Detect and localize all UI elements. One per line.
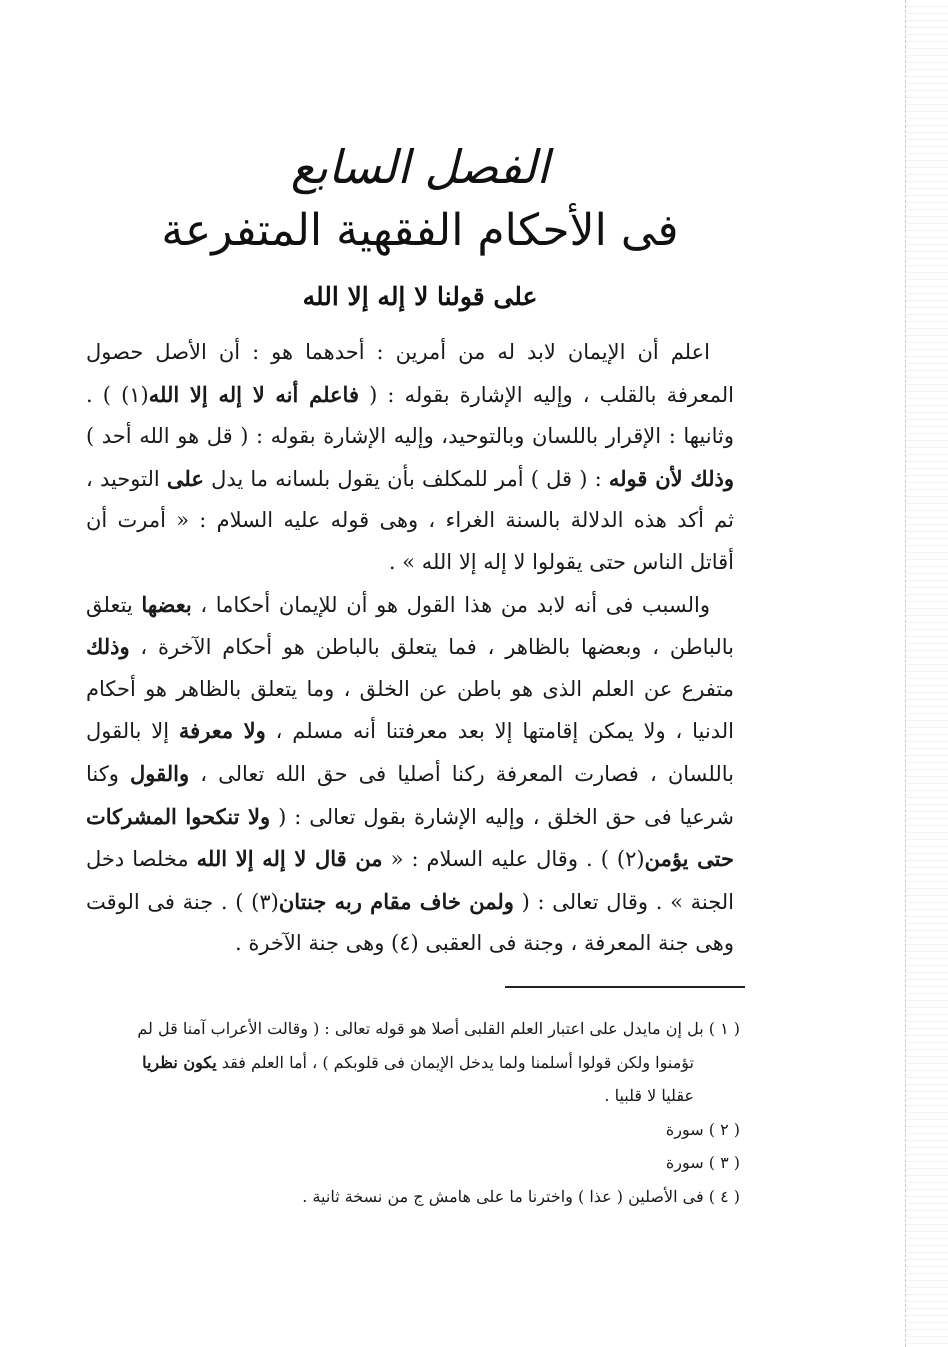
emphasized-text: بعضها	[141, 591, 192, 617]
emphasized-text: من قال لا إله إلا الله	[196, 846, 383, 872]
footnote-text: سورة	[665, 1119, 704, 1139]
footnote-emphasized-text: يكون نظريا	[142, 1052, 217, 1072]
footnote-line	[86, 1180, 740, 1214]
text-run: والسبب فى أنه لابد من هذا القول هو أن للإيمان أحكاما ،	[191, 592, 710, 617]
emphasized-text: ولا تنكحوا المشركات حتى يؤمن	[86, 803, 734, 872]
footnote-line	[86, 1079, 740, 1113]
footnote-text: تؤمنوا ولكن قولوا أسلمنا ولما يدخل الإيمان فى قلوبكم ) ، أما العلم فقد	[216, 1052, 694, 1072]
footnote-text: سورة	[665, 1153, 704, 1172]
footnotes	[86, 1012, 740, 1213]
footnote-line	[86, 1146, 740, 1180]
footnote-text: عقليا لا قلبيا .	[604, 1086, 694, 1105]
footnote-text: فى الأصلين ( عذا ) واخترنا ما على هامش ج من نسخة ثانية .	[302, 1186, 704, 1206]
emphasized-text: ولا معرفة	[178, 718, 266, 744]
text-run: (٢) ) . وقال عليه السلام : «	[382, 847, 645, 872]
footnote-line	[86, 1012, 740, 1046]
footnote-number: ( ٣ )	[703, 1153, 740, 1172]
text-run: مخلصا دخل الجنة » . وقال تعالى : (	[86, 847, 734, 914]
footnote-number: ( ٤ )	[703, 1186, 740, 1206]
chapter-title: فى الأحكام الفقهية المتفرعة	[161, 205, 679, 256]
emphasized-text: ولمن خاف مقام ربه جنتان	[278, 888, 514, 914]
paragraph	[86, 332, 734, 584]
text-run: إلا بالقول باللسان ، فصارت المعرفة ركنا أصليا فى حق الله تعالى ،	[86, 719, 734, 786]
emphasized-text: وذلك	[86, 634, 130, 660]
emphasized-text: وذلك لأن قوله	[608, 465, 735, 491]
emphasized-text: والقول	[130, 760, 190, 786]
paragraph	[86, 584, 734, 965]
emphasized-text: على	[166, 465, 204, 491]
footnote-number: ( ٢ )	[703, 1119, 740, 1139]
section-heading: على قولنا لا إله إلا الله	[302, 282, 538, 311]
text-run: اعلم أن الإيمان لابد له من أمرين : أحدهما هو : أن الأصل حصول المعرفة بالقلب ، وإليه الإشارة بقوله : (	[86, 340, 734, 407]
chapter-label: الفصل السابع	[290, 140, 550, 194]
text-run: متفرع عن العلم الذى هو باطن عن الخلق ، وما يتعلق بالظاهر هو أحكام الدنيا ، ولا يمكن إقامتها إلا بعد معرفتنا أنه مسلم ،	[86, 676, 734, 744]
text-run: (١) ) . وثانيها : الإقرار باللسان وبالتوحيد، وإليه الإشارة بقوله : ( قل هو الله أحد )	[86, 382, 734, 449]
footnote-line	[86, 1113, 740, 1147]
text-run: يتعلق بالباطن ، وبعضها بالظاهر ، فما يتعلق بالباطن هو أحكام الآخرة ،	[86, 592, 734, 660]
footnote-line	[86, 1046, 740, 1080]
footnote-text: بل إن مايدل على اعتبار العلم القلبى أصلا هو قوله تعالى : ( وقالت الأعراب آمنا قل لم	[137, 1019, 704, 1038]
text-run: : ( قل ) أمر للمكلف بأن يقول بلسانه ما يدل	[203, 466, 609, 491]
text-run: التوحيد ، ثم أكد هذه الدلالة بالسنة الغراء ، وهى قوله عليه السلام : « أمرت أن أقاتل الناس حتى يقولوا لا إله إلا الله » .	[86, 466, 734, 574]
footnote-separator	[505, 986, 745, 988]
footnote-number: ( ١ )	[703, 1019, 740, 1038]
emphasized-text: فاعلم أنه لا إله إلا الله	[148, 381, 359, 407]
text-run: وكنا شرعيا فى حق الخلق ، وإليه الإشارة بقول تعالى : (	[86, 761, 734, 829]
text-run: (٣) ) . جنة فى الوقت وهى جنة المعرفة ، وجنة فى العقبى (٤) وهى جنة الآخرة .	[86, 889, 734, 956]
page-binding-edge	[905, 0, 948, 1347]
body-text	[86, 332, 734, 965]
